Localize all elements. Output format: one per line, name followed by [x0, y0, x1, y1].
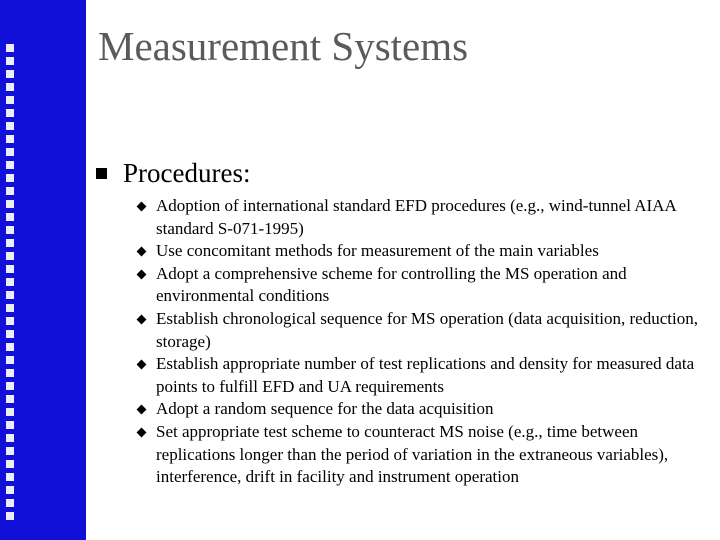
list-item [135, 421, 720, 489]
list-item-text: Establish appropriate number of test replications and density for measured data points to fulfill EFD and UA requirements [156, 354, 695, 396]
list-item-text: Establish chronological sequence for MS operation (data acquisition, reduction, storage) [156, 308, 698, 351]
diamond-bullet-icon [137, 202, 147, 212]
procedure-list [135, 195, 720, 489]
diamond-bullet-icon [137, 269, 147, 279]
list-item-text: Adoption of international standard EFD procedures (e.g., wind-tunnel AIAA standard S-071-1995) [156, 196, 676, 238]
list-item [135, 308, 720, 353]
list-item [135, 195, 720, 240]
list-item-text: Use concomitant methods for measurement of the main variables [156, 241, 599, 261]
diamond-bullet-icon [137, 247, 147, 257]
list-item [135, 240, 720, 263]
list-item-text: Adopt a random sequence for the data acquisition [156, 399, 494, 419]
slide-title: Measurement Systems [98, 23, 469, 69]
sidebar-square-pattern [6, 44, 14, 525]
list-item [135, 398, 720, 421]
diamond-bullet-icon [137, 405, 147, 415]
diamond-bullet-icon [137, 427, 147, 437]
sidebar-decoration [0, 0, 86, 540]
list-item [135, 353, 720, 398]
square-bullet-icon [96, 168, 107, 179]
diamond-bullet-icon [137, 360, 147, 370]
list-item [135, 263, 720, 308]
section-heading: Procedures: [123, 158, 251, 188]
diamond-bullet-icon [137, 315, 147, 325]
list-item-text: Adopt a comprehensive scheme for controlling the MS operation and environmental conditions [156, 263, 627, 306]
list-item-text: Set appropriate test scheme to counteract MS noise (e.g., time between replications longer than the period of variation in the extraneous variables), interference, drift in facility and instrument operation [156, 421, 669, 487]
